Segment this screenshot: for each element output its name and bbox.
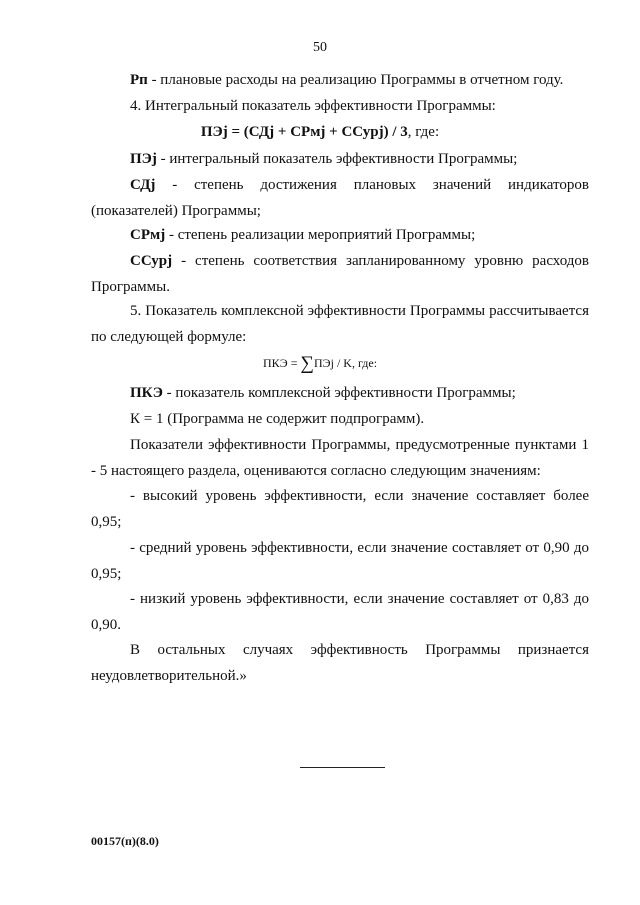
formula-integral-tail: , где:	[407, 124, 440, 140]
formula-complex-right: ПЭj / K, где:	[314, 356, 378, 370]
paragraph-high-level: - высокий уровень эффективности, если значение составляет более 0,95;	[91, 488, 589, 530]
term-ssurj: ССурj	[130, 253, 173, 269]
paragraph-pej	[91, 146, 589, 172]
paragraph-integral-heading: 4. Интегральный показатель эффективности Программы:	[130, 98, 496, 114]
definition-pej: - интегральный показатель эффективности Программы;	[156, 151, 518, 167]
term-srmj: СРмj	[130, 227, 166, 243]
definition-sdj: - степень достижения плановых значений индикаторов (показателей) Программы;	[91, 177, 589, 219]
paragraph-srmj	[91, 222, 589, 248]
paragraph-pke	[91, 380, 589, 406]
formula-integral	[0, 119, 640, 145]
definition-ssurj: - степень соответствия запланированному уровню расходов Программы.	[91, 253, 589, 295]
term-rp: Рп	[130, 72, 148, 88]
definition-rp: - плановые расходы на реализацию Программы в отчетном году.	[147, 72, 564, 88]
paragraph-sdj	[91, 172, 589, 224]
document-code: 00157(п)(8.0)	[91, 834, 159, 848]
paragraph-ssurj	[91, 248, 589, 300]
definition-pke: - показатель комплексной эффективности Программы;	[162, 385, 516, 401]
paragraph-rp	[91, 67, 589, 93]
page-number: 50	[313, 40, 327, 55]
formula-complex	[0, 350, 640, 377]
definition-srmj: - степень реализации мероприятий Программы;	[165, 227, 476, 243]
formula-complex-left: ПКЭ =	[262, 356, 301, 370]
term-sdj: СДj	[130, 177, 156, 193]
paragraph-indicators: Показатели эффективности Программы, предусмотренные пунктами 1 - 5 настоящего раздела, оцениваются согласно следующим значениям:	[91, 437, 589, 479]
term-pke: ПКЭ	[130, 385, 163, 401]
paragraph-unsatisfactory: В остальных случаях эффективность Программы признается неудовлетворительной.»	[91, 642, 589, 684]
paragraph-medium-level: - средний уровень эффективности, если значение составляет от 0,90 до 0,95;	[91, 540, 589, 582]
paragraph-k: К = 1 (Программа не содержит подпрограмм).	[130, 411, 425, 427]
formula-integral-expression: ПЭj = (СДj + СРмj + ССурj) / 3	[200, 124, 408, 140]
footer-rule	[300, 767, 385, 768]
sum-symbol: ∑	[300, 353, 315, 374]
paragraph-complex-heading: 5. Показатель комплексной эффективности Программы рассчитывается по следующей формуле:	[91, 303, 589, 345]
term-pej: ПЭj	[130, 151, 157, 167]
paragraph-low-level: - низкий уровень эффективности, если значение составляет от 0,83 до 0,90.	[91, 591, 589, 633]
